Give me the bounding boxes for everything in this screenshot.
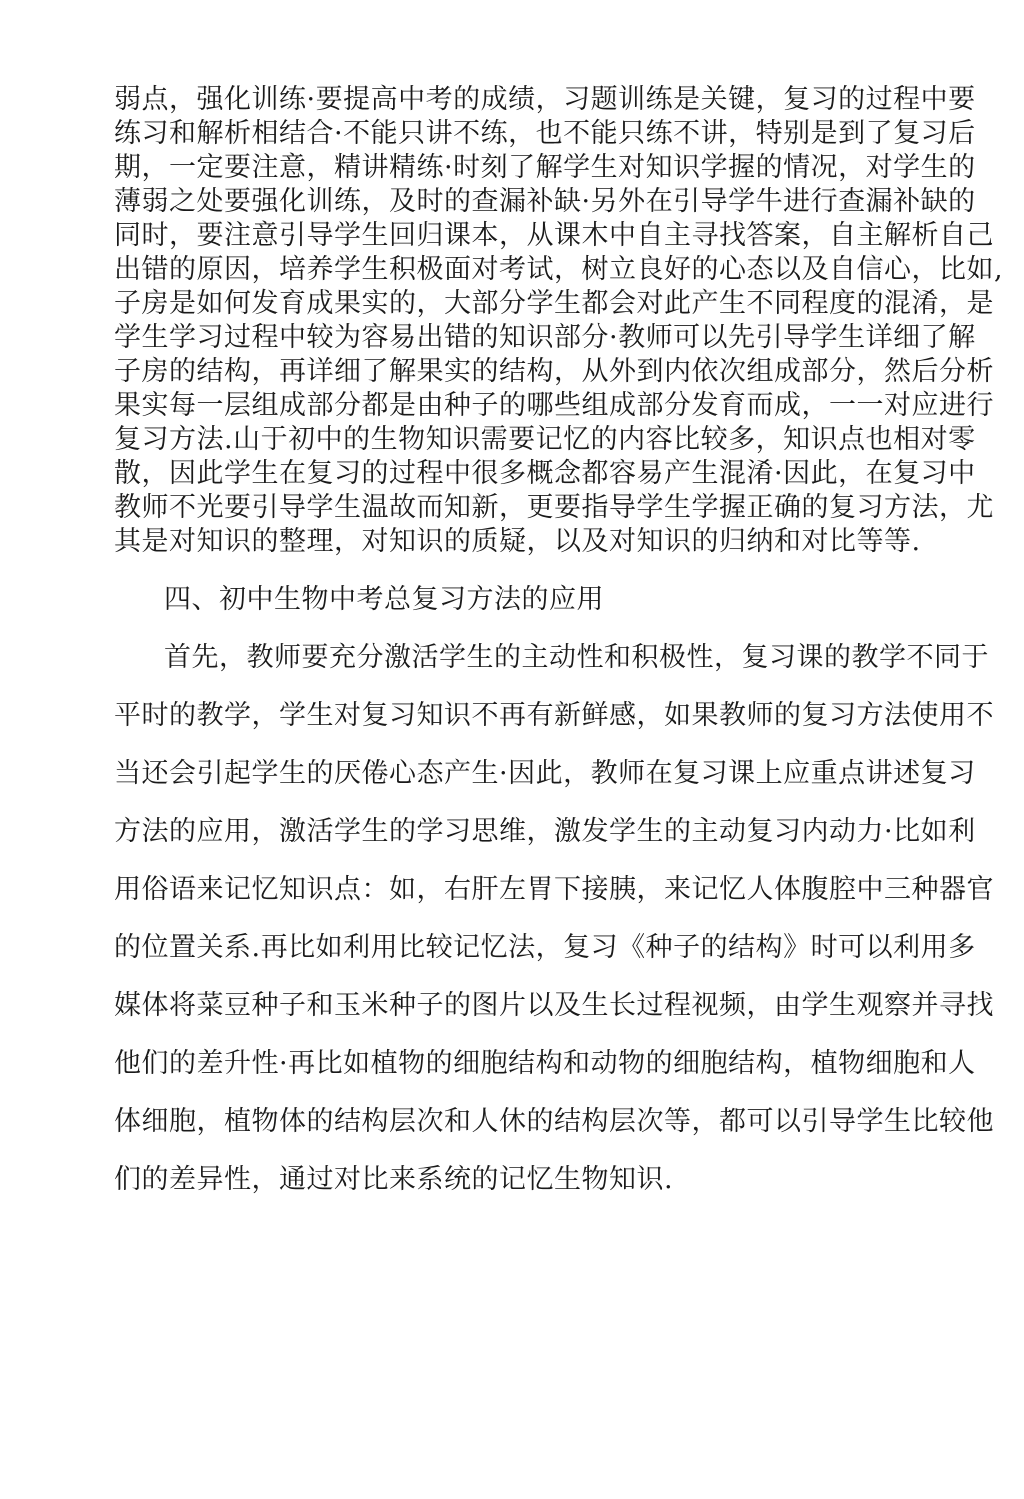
paragraph-line: 同时，要注意引导学生回归课本，从课木中自主寻找答案，自主解析自己 [114, 220, 994, 251]
paragraph-line: 薄弱之处要强化训练，及时的查漏补缺·另外在引导学牛进行查漏补缺的 [114, 186, 976, 217]
paragraph-line: 体细胞，植物体的结构层次和人休的结构层次等，都可以引导学生比较他 [114, 1106, 994, 1137]
paragraph-line: 弱点，强化训练·要提高中考的成绩，习题训练是关键，复习的过程中要 [114, 84, 976, 115]
paragraph-line: 子房是如何发育成果实的，大部分学生都会对此产生不同程度的混淆，是 [114, 288, 994, 319]
paragraph-line: 媒体将菜豆种子和玉米种子的图片以及生长过程视频，由学生观察并寻找 [114, 990, 994, 1021]
section-heading: 四、初中生物中考总复习方法的应用 [164, 584, 604, 615]
paragraph-line: 复习方法.山于初中的生物知识需要记忆的内容比较多，知识点也相对零 [114, 424, 976, 455]
paragraph-line: 出错的原因，培养学生积极面对考试，树立良好的心态以及自信心，比如, [114, 254, 1004, 285]
paragraph-line: 们的差异性，通过对比来系统的记忆生物知识. [114, 1164, 674, 1195]
paragraph-line: 当还会引起学生的厌倦心态产生·因此，教师在复习课上应重点讲述复习 [114, 758, 976, 789]
paragraph-line: 平时的教学，学生对复习知识不再有新鲜感，如果教师的复习方法使用不 [114, 700, 994, 731]
paragraph-line: 期，一定要注意，精讲精练·时刻了解学生对知识学握的情况，对学生的 [114, 152, 976, 183]
paragraph-line: 学生学习过程中较为容易出错的知识部分·教师可以先引导学生详细了解 [114, 322, 976, 353]
paragraph-line: 他们的差升性·再比如植物的细胞结构和动物的细胞结构，植物细胞和人 [114, 1048, 976, 1079]
paragraph-line: 用俗语来记忆知识点：如，右肝左胃下接胰，来记忆人体腹腔中三种器官 [114, 874, 994, 905]
paragraph-line: 果实每一层组成部分都是由种子的哪些组成部分发育而成，一一对应进行 [114, 390, 994, 421]
paragraph-line: 教师不光要引导学生温故而知新，更要指导学生学握正确的复习方法，尤 [114, 492, 994, 523]
paragraph-line: 其是对知识的整理，对知识的质疑，以及对知识的归纳和对比等等. [114, 526, 921, 557]
paragraph-line: 子房的结构，再详细了解果实的结构，从外到内依次组成部分，然后分析 [114, 356, 994, 387]
paragraph-line: 方法的应用，激活学生的学习思维，激发学生的主动复习内动力·比如利 [114, 816, 976, 847]
paragraph-line: 散，因此学生在复习的过程中很多概念都容易产生混淆·因此，在复习中 [114, 458, 976, 489]
paragraph-line: 练习和解析相结合·不能只讲不练，也不能只练不讲，特别是到了复习后 [114, 118, 976, 149]
paragraph-line: 首先，教师要充分激活学生的主动性和积极性，复习课的教学不同于 [164, 642, 989, 673]
paragraph-line: 的位置关系.再比如利用比较记忆法，复习《种子的结构》时可以利用多 [114, 932, 976, 963]
